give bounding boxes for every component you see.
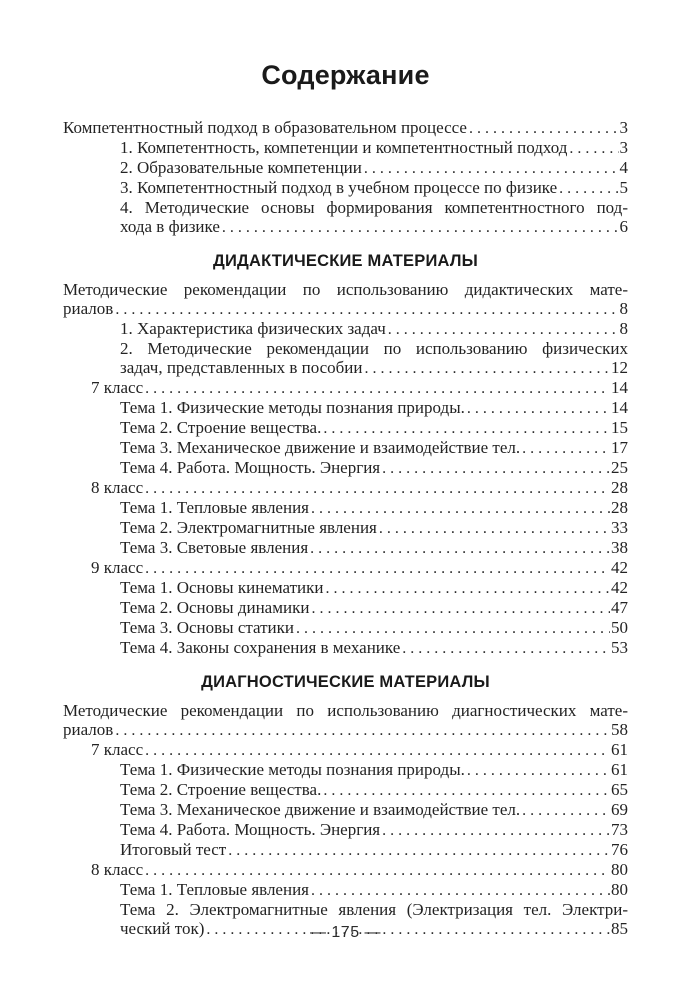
- dot-leader: [382, 820, 610, 840]
- toc-entry-row: [120, 319, 628, 339]
- toc-entry-row: [91, 378, 628, 398]
- toc-entry-title: Тема 1. Физические методы познания природы.: [120, 398, 465, 417]
- toc-entry-page: 14: [611, 378, 628, 397]
- section-header: ДИАГНОСТИЧЕСКИЕ МАТЕРИАЛЫ: [201, 673, 490, 691]
- toc-entry-page: 3: [619, 138, 628, 157]
- toc-entry-row: [120, 178, 628, 198]
- dot-leader: [522, 800, 610, 820]
- dot-leader: [569, 138, 618, 158]
- toc-entry-title: риалов: [63, 299, 114, 318]
- toc-entry: [63, 339, 628, 378]
- toc-entry-row: [120, 840, 628, 860]
- toc-entry-page: 76: [611, 840, 628, 859]
- toc-entry-title: Тема 1. Основы кинематики: [120, 578, 324, 597]
- toc-entry-row: [120, 820, 628, 840]
- dot-leader: [467, 760, 610, 780]
- toc-entry-title: 1. Характеристика физических задач: [120, 319, 386, 338]
- toc-entry-row: [120, 418, 628, 438]
- page-number-footer: — 175 —: [309, 924, 382, 941]
- dot-leader: [222, 217, 619, 237]
- toc-entry-line: 4. Методические основы формирования компетентностного под-: [120, 198, 628, 217]
- toc-entry-title: Компетентностный подход в образовательном процессе: [63, 118, 467, 137]
- toc-entry-row: [120, 217, 628, 237]
- toc-entry: [63, 178, 628, 198]
- toc-entry-row: [120, 498, 628, 518]
- toc-entry-title: Тема 2. Электромагнитные явления: [120, 518, 377, 537]
- toc-entry-title: 7 класс: [91, 740, 144, 759]
- toc-entry-row: [120, 760, 628, 780]
- toc-entry-page: 33: [611, 518, 628, 537]
- toc-entry-title: Тема 2. Основы динамики: [120, 598, 310, 617]
- toc-entry-title: 9 класс: [91, 558, 144, 577]
- toc-entry: [63, 538, 628, 558]
- toc-entry-title: риалов: [63, 720, 114, 739]
- toc-entry-row: [120, 880, 628, 900]
- toc-entry-row: [91, 558, 628, 578]
- toc-entry-title: 8 класс: [91, 478, 144, 497]
- toc-entry: [63, 280, 628, 319]
- section-header: ДИДАКТИЧЕСКИЕ МАТЕРИАЛЫ: [213, 252, 478, 270]
- toc-entry-page: 5: [619, 178, 628, 197]
- toc-entry-title: Тема 4. Законы сохранения в механике: [120, 638, 401, 657]
- toc-entry: [63, 118, 628, 138]
- toc-entry-title: 3. Компетентностный подход в учебном процессе по физике: [120, 178, 558, 197]
- dot-leader: [522, 438, 610, 458]
- toc-entry-title: Тема 1. Тепловые явления: [120, 880, 309, 899]
- toc-entry: [63, 558, 628, 578]
- toc-entry: [63, 398, 628, 418]
- toc-entry-row: [120, 800, 628, 820]
- dot-leader: [145, 478, 610, 498]
- toc-entry-row: [120, 638, 628, 658]
- toc-entry: [63, 618, 628, 638]
- toc-entry-line: 2. Методические рекомендации по использованию физических: [120, 339, 628, 358]
- toc-entry-page: 47: [611, 598, 628, 617]
- dot-leader: [325, 578, 610, 598]
- dot-leader: [365, 358, 610, 378]
- dot-leader: [310, 538, 610, 558]
- toc-entry-row: [63, 720, 628, 740]
- dot-leader: [382, 458, 610, 478]
- dot-leader: [145, 860, 610, 880]
- page-title: Содержание: [261, 60, 430, 90]
- toc-entry-page: 42: [611, 558, 628, 577]
- toc-entry-page: 17: [611, 438, 628, 457]
- toc-entry-row: [91, 478, 628, 498]
- dot-leader: [311, 498, 610, 518]
- toc-entry: [63, 598, 628, 618]
- dot-leader: [364, 158, 619, 178]
- dot-leader: [388, 319, 619, 339]
- toc-entry: [63, 638, 628, 658]
- toc-entry-page: 28: [611, 478, 628, 497]
- toc-entry: [63, 198, 628, 237]
- toc-entry-page: 58: [611, 720, 628, 739]
- dot-leader: [311, 598, 610, 618]
- toc-entry-title: Тема 3. Световые явления: [120, 538, 309, 557]
- toc-entry: [63, 138, 628, 158]
- toc-entry-page: 4: [619, 158, 628, 177]
- dot-leader: [115, 299, 618, 319]
- toc-entry-page: 6: [619, 217, 628, 236]
- toc-entry-line: Методические рекомендации по использованию диагностических мате-: [63, 701, 628, 720]
- toc-entry-page: 25: [611, 458, 628, 477]
- toc-entry-page: 61: [611, 760, 628, 779]
- toc-entry: [63, 740, 628, 760]
- toc-entry-row: [120, 138, 628, 158]
- dot-leader: [323, 418, 610, 438]
- toc-entry-title: Тема 3. Механическое движение и взаимодействие тел.: [120, 438, 521, 457]
- toc-entry-title: Тема 2. Строение вещества.: [120, 780, 322, 799]
- toc-entry-line: Методические рекомендации по использованию дидактических мате-: [63, 280, 628, 299]
- toc-entry-title: Тема 3. Основы статики: [120, 618, 295, 637]
- toc-entry-page: 53: [611, 638, 628, 657]
- toc-entry: [63, 498, 628, 518]
- dot-leader: [115, 720, 610, 740]
- dot-leader: [379, 518, 610, 538]
- toc-entry-row: [120, 398, 628, 418]
- toc-entry-row: [120, 598, 628, 618]
- toc-entry-title: Тема 2. Строение вещества.: [120, 418, 322, 437]
- toc-entry-title: Тема 3. Механическое движение и взаимодействие тел.: [120, 800, 521, 819]
- toc-entry-title: 1. Компетентность, компетенции и компетентностный подход: [120, 138, 568, 157]
- toc-entry-row: [120, 358, 628, 378]
- toc-entry-page: 8: [619, 299, 628, 318]
- toc-entry-page: 28: [611, 498, 628, 517]
- toc-entry-title: Тема 4. Работа. Мощность. Энергия: [120, 458, 381, 477]
- toc-entry-page: 65: [611, 780, 628, 799]
- toc-entry-title: Тема 4. Работа. Мощность. Энергия: [120, 820, 381, 839]
- toc-entry: [63, 840, 628, 860]
- toc-entry-row: [120, 780, 628, 800]
- toc-entry: [63, 319, 628, 339]
- toc-entry-title: хода в физике: [120, 217, 220, 236]
- toc-entry-title: Итоговый тест: [120, 840, 227, 859]
- dot-leader: [228, 840, 610, 860]
- toc-entry-page: 14: [611, 398, 628, 417]
- toc-entry-line: Тема 2. Электромагнитные явления (Электризация тел. Электри-: [120, 900, 628, 919]
- toc-entry-page: 12: [611, 358, 628, 377]
- dot-leader: [469, 118, 619, 138]
- toc-entry-page: 15: [611, 418, 628, 437]
- toc-entry-page: 69: [611, 800, 628, 819]
- toc-entry: [63, 478, 628, 498]
- toc-entry: [63, 800, 628, 820]
- toc-entry-row: [91, 860, 628, 880]
- toc-entry-title: 8 класс: [91, 860, 144, 879]
- toc-entry: [63, 458, 628, 478]
- toc-entry-row: [120, 158, 628, 178]
- dot-leader: [145, 740, 610, 760]
- toc-entry-title: ческий ток): [120, 919, 205, 938]
- toc-entry-row: [91, 740, 628, 760]
- dot-leader: [402, 638, 610, 658]
- toc-entry: [63, 760, 628, 780]
- dot-leader: [467, 398, 610, 418]
- toc-entry-row: [120, 518, 628, 538]
- toc-entry: [63, 518, 628, 538]
- toc-entry-row: [120, 538, 628, 558]
- toc-entry: [63, 701, 628, 740]
- toc-entry-page: 42: [611, 578, 628, 597]
- toc-entry: [63, 820, 628, 840]
- toc-entry: [63, 578, 628, 598]
- toc-entry-page: 85: [611, 919, 628, 938]
- toc-entry: [63, 378, 628, 398]
- toc-entry-row: [63, 299, 628, 319]
- dot-leader: [559, 178, 618, 198]
- toc-entry-row: [120, 578, 628, 598]
- toc-entry-page: 3: [619, 118, 628, 137]
- toc-entry-page: 38: [611, 538, 628, 557]
- toc-entry: [63, 438, 628, 458]
- toc-entry-row: [63, 118, 628, 138]
- toc-entry-row: [120, 618, 628, 638]
- table-of-contents: [63, 118, 628, 939]
- toc-entry-page: 80: [611, 860, 628, 879]
- dot-leader: [145, 378, 610, 398]
- toc-entry-page: 8: [619, 319, 628, 338]
- dot-leader: [323, 780, 610, 800]
- toc-entry-page: 61: [611, 740, 628, 759]
- toc-entry: [63, 158, 628, 178]
- toc-entry: [63, 880, 628, 900]
- toc-entry-title: задач, представленных в пособии: [120, 358, 363, 377]
- toc-entry: [63, 418, 628, 438]
- toc-entry-title: Тема 1. Физические методы познания природы.: [120, 760, 465, 779]
- toc-entry-title: 7 класс: [91, 378, 144, 397]
- toc-entry-row: [120, 458, 628, 478]
- toc-entry-page: 73: [611, 820, 628, 839]
- toc-entry-page: 80: [611, 880, 628, 899]
- toc-entry: [63, 780, 628, 800]
- toc-entry-title: Тема 1. Тепловые явления: [120, 498, 309, 517]
- toc-entry: [63, 860, 628, 880]
- toc-entry-page: 50: [611, 618, 628, 637]
- dot-leader: [311, 880, 610, 900]
- dot-leader: [145, 558, 610, 578]
- toc-entry-title: 2. Образовательные компетенции: [120, 158, 362, 177]
- toc-entry-row: [120, 438, 628, 458]
- dot-leader: [296, 618, 610, 638]
